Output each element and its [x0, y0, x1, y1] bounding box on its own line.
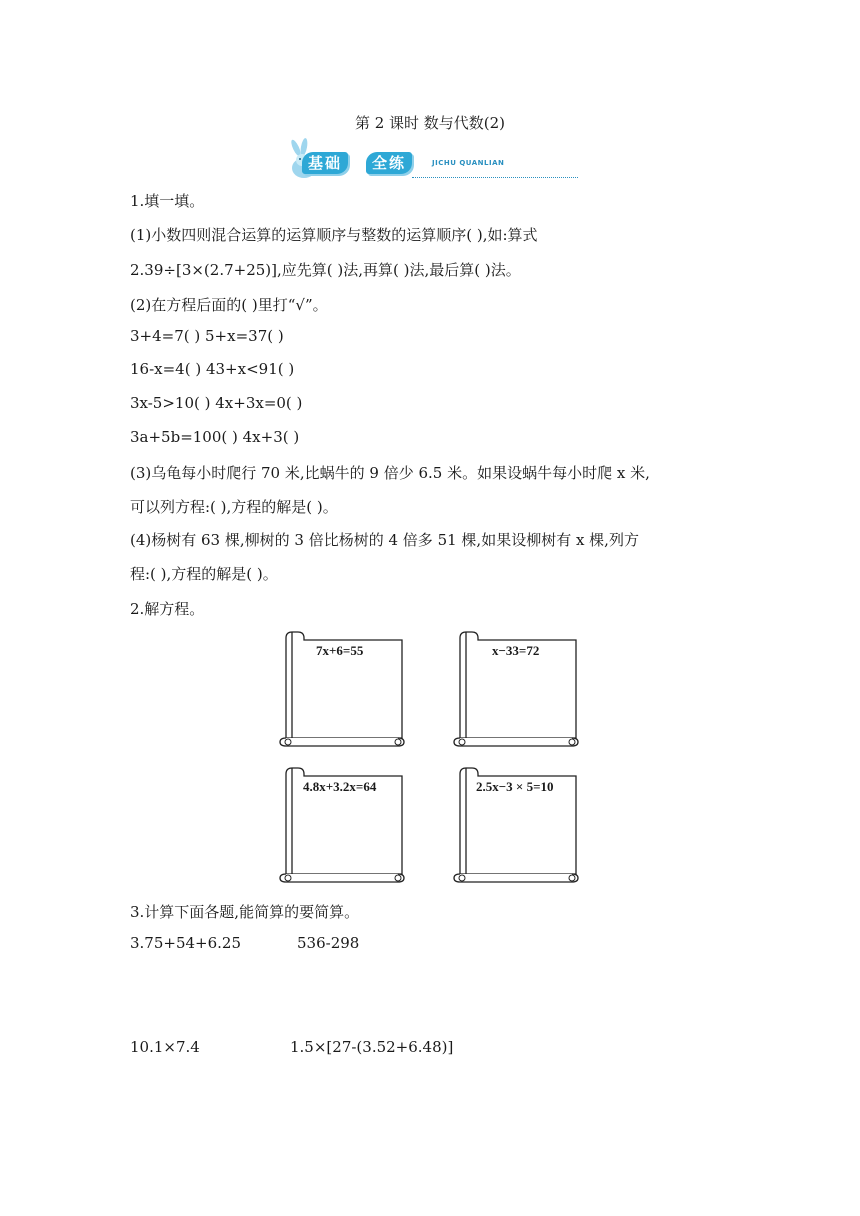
q3-expr-1: 3.75+54+6.25: [130, 934, 242, 952]
q3-expr-3: 10.1×7.4: [130, 1038, 200, 1056]
scroll-frame-3: [278, 766, 410, 886]
equation-1: 7x+6=55: [316, 643, 364, 658]
scroll-frame-2: [452, 630, 584, 750]
banner-subtitle: 全练: [366, 152, 412, 174]
q1-part2-row4: 3a+5b=100( ) 4x+3( ): [130, 428, 300, 446]
q1-part1-line2: 2.39÷[3×(2.7+25)],应先算( )法,再算( )法,最后算( )法。: [130, 261, 521, 279]
q3-heading: 3.计算下面各题,能简算的要简算。: [130, 903, 360, 921]
equation-2: x−33=72: [492, 643, 540, 658]
q1-part3-line2: 可以列方程:( ),方程的解是( )。: [130, 498, 338, 516]
section-banner: [282, 138, 582, 184]
banner-divider: [412, 177, 578, 178]
banner-title: 基础: [302, 152, 348, 174]
equation-3: 4.8x+3.2x=64: [303, 779, 377, 794]
q1-part2-row2: 16-x=4( ) 43+x<91( ): [130, 360, 295, 378]
q3-expr-2: 536-298: [297, 934, 360, 952]
q3-expr-4: 1.5×[27-(3.52+6.48)]: [290, 1038, 454, 1056]
q2-heading: 2.解方程。: [130, 600, 205, 618]
scroll-frame-4: [452, 766, 584, 886]
q1-part4-line1: (4)杨树有 63 棵,柳树的 3 倍比杨树的 4 倍多 51 棵,如果设柳树有 x 棵,列方: [130, 531, 639, 549]
q1-part3-line1: (3)乌龟每小时爬行 70 米,比蜗牛的 9 倍少 6.5 米。如果设蜗牛每小时爬 x 米,: [130, 464, 650, 482]
banner-english: JICHU QUANLIAN: [432, 159, 505, 167]
q1-part2-row3: 3x-5>10( ) 4x+3x=0( ): [130, 394, 303, 412]
q1-part1-line1: (1)小数四则混合运算的运算顺序与整数的运算顺序( ),如:算式: [130, 226, 538, 244]
equation-4: 2.5x−3 × 5=10: [476, 779, 554, 794]
page-title: 第 2 课时 数与代数(2): [354, 114, 506, 132]
scroll-frame-1: [278, 630, 410, 750]
q1-part4-line2: 程:( ),方程的解是( )。: [130, 565, 278, 583]
q1-part2-row1: 3+4=7( ) 5+x=37( ): [130, 327, 284, 345]
q1-heading: 1.填一填。: [130, 192, 205, 210]
q1-part2-heading: (2)在方程后面的( )里打“√”。: [130, 296, 328, 314]
